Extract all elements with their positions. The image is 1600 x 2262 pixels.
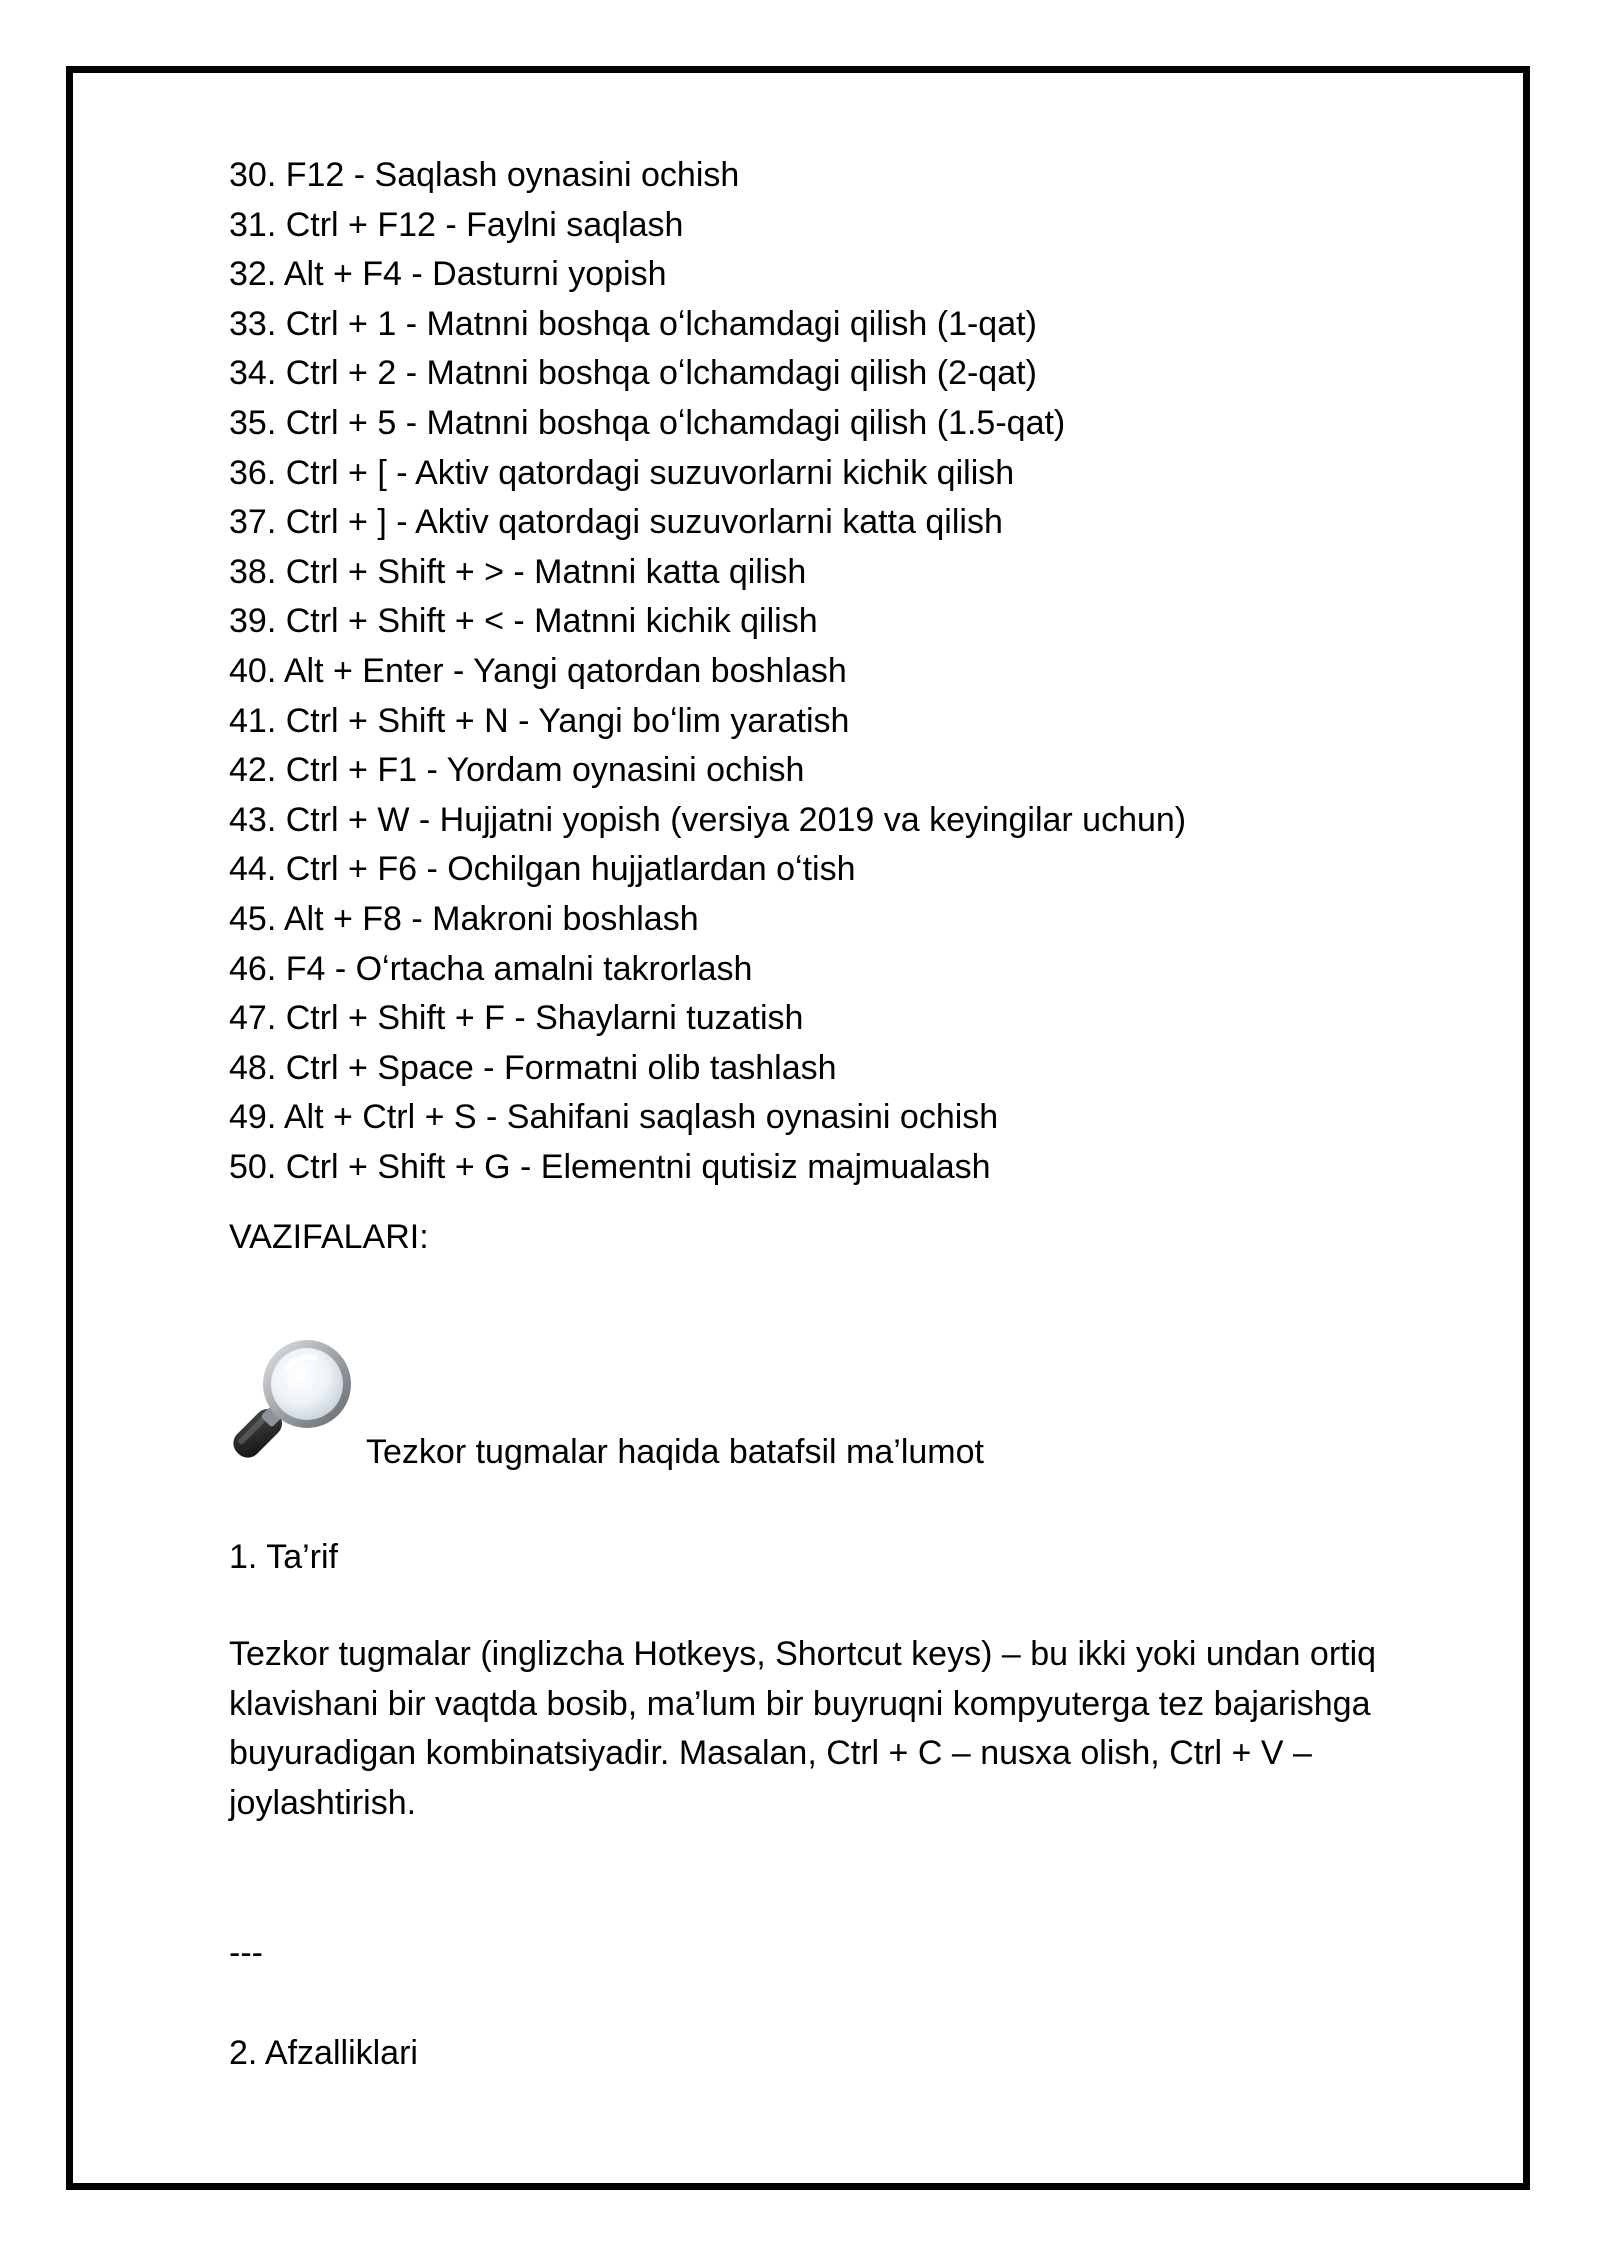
shortcut-item: 47. Ctrl + Shift + F - Shaylarni tuzatish: [229, 999, 804, 1038]
shortcut-item: 33. Ctrl + 1 - Matnni boshqa oʻlchamdagi qilish (1-qat): [229, 304, 1037, 343]
shortcut-item: 46. F4 - Oʻrtacha amalni takrorlash: [229, 949, 753, 988]
definition-heading: 1. Ta’rif: [229, 1538, 338, 1577]
shortcut-item: 34. Ctrl + 2 - Matnni boshqa oʻlchamdagi qilish (2-qat): [229, 354, 1037, 393]
definition-paragraph: Tezkor tugmalar (inglizcha Hotkeys, Shortcut keys) – bu ikki yoki undan ortiq klavishani bir vaqtda bosib, ma’lum bir buyruqni kompyuterga tez bajarishga buyuradigan kombinatsiyadir. Masalan, Ctrl + C – nusxa olish, Ctrl + V – joylashtirish.: [229, 1635, 1377, 1822]
shortcut-item: 39. Ctrl + Shift + < - Matnni kichik qilish: [229, 602, 818, 641]
shortcut-item: 37. Ctrl + ] - Aktiv qatordagi suzuvorlarni katta qilish: [229, 503, 1003, 542]
document-body: [229, 151, 1409, 2078]
shortcut-item: 30. F12 - Saqlash oynasini ochish: [229, 156, 740, 194]
magnifying-glass-icon: [229, 1332, 359, 1462]
shortcut-item: 38. Ctrl + Shift + > - Matnni katta qilish: [229, 552, 807, 591]
shortcut-item: 49. Alt + Ctrl + S - Sahifani saqlash oynasini ochish: [229, 1098, 999, 1137]
shortcut-item: 41. Ctrl + Shift + N - Yangi boʻlim yaratish: [229, 701, 850, 740]
magnifier-caption: Tezkor tugmalar haqida batafsil ma’lumot: [366, 1433, 984, 1472]
shortcut-item: 36. Ctrl + [ - Aktiv qatordagi suzuvorlarni kichik qilish: [229, 453, 1015, 492]
shortcut-item: 50. Ctrl + Shift + G - Elementni qutisiz majmualash: [229, 1147, 991, 1186]
shortcut-item: 40. Alt + Enter - Yangi qatordan boshlash: [229, 651, 847, 690]
shortcut-item: 32. Alt + F4 - Dasturni yopish: [229, 255, 667, 294]
shortcut-item: 43. Ctrl + W - Hujjatni yopish (versiya 2019 va keyingilar uchun): [229, 800, 1187, 839]
magnifier-row: [229, 1332, 1409, 1472]
shortcut-item: 42. Ctrl + F1 - Yordam oynasini ochish: [229, 751, 805, 790]
shortcut-list: [229, 151, 1409, 1192]
shortcut-item: 48. Ctrl + Space - Formatni olib tashlash: [229, 1048, 837, 1087]
shortcut-item: 31. Ctrl + F12 - Faylni saqlash: [229, 205, 684, 244]
text-divider: ---: [229, 1934, 263, 1973]
shortcut-item: 44. Ctrl + F6 - Ochilgan hujjatlardan oʻtish: [229, 850, 856, 889]
shortcut-item: 35. Ctrl + 5 - Matnni boshqa oʻlchamdagi qilish (1.5-qat): [229, 403, 1066, 442]
advantages-heading: 2. Afzalliklari: [229, 2034, 418, 2073]
shortcut-item: 45. Alt + F8 - Makroni boshlash: [229, 899, 699, 938]
tasks-heading: VAZIFALARI:: [229, 1218, 429, 1257]
